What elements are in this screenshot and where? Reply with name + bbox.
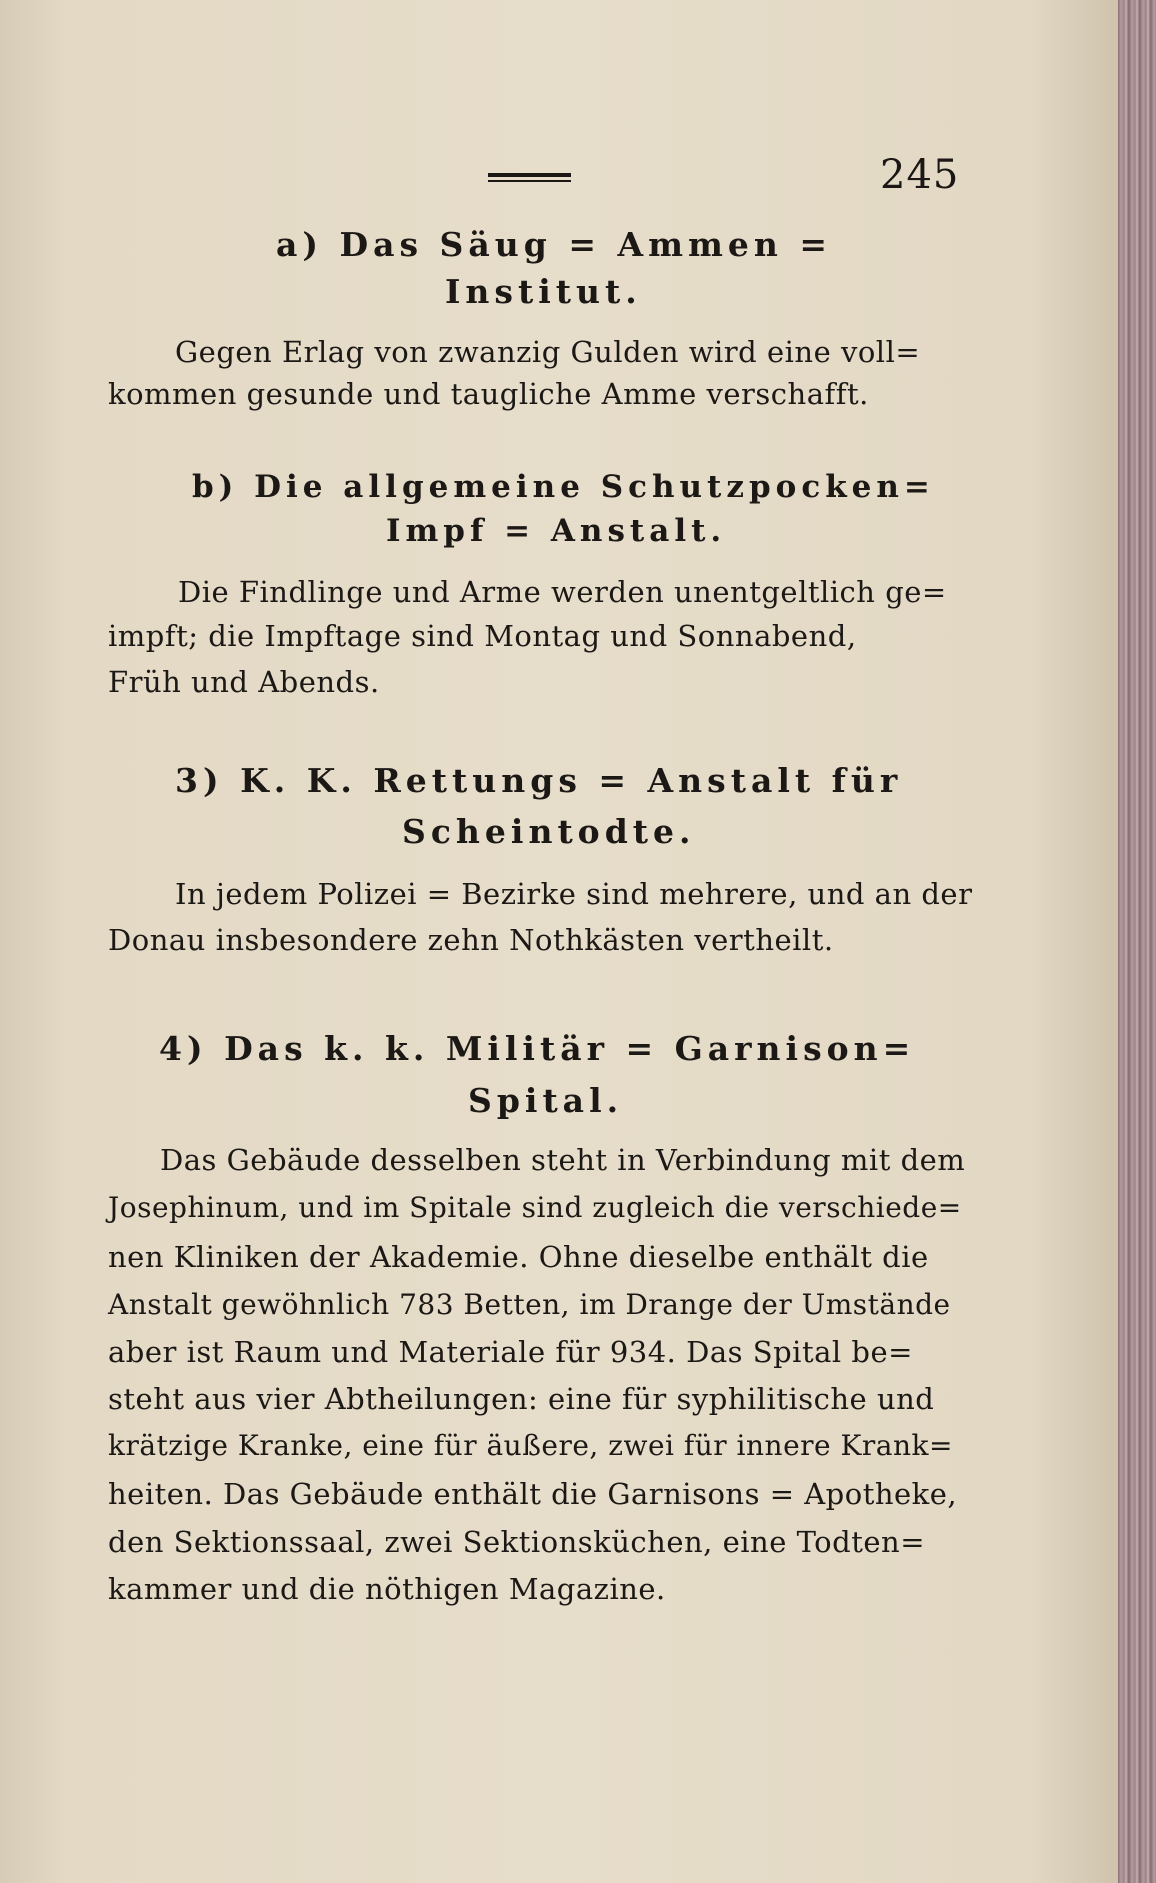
page-edge-stack <box>1118 0 1156 1883</box>
section-a-body-line-2: kommen gesunde und taugliche Amme verschafft. <box>108 377 869 411</box>
section-3-heading-line-1: 3) K. K. Rettungs = Anstalt für <box>175 761 903 800</box>
section-4-body-line-3: nen Kliniken der Akademie. Ohne dieselbe enthält die <box>108 1240 929 1274</box>
header-rule <box>488 173 571 182</box>
section-4-body-line-2: Josephinum, und im Spitale sind zugleich die verschiede= <box>108 1191 962 1224</box>
section-3-body-line-2: Donau insbesondere zehn Nothkästen vertheilt. <box>108 923 834 957</box>
section-4-body-line-5: aber ist Raum und Materiale für 934. Das Spital be= <box>108 1335 913 1369</box>
section-4-body-line-7: krätzige Kranke, eine für äußere, zwei für innere Krank= <box>108 1429 953 1462</box>
section-a-heading-line-2: Institut. <box>445 272 642 311</box>
section-a-heading-line-1: a) Das Säug = Ammen = <box>276 225 833 264</box>
section-4-heading-line-1: 4) Das k. k. Militär = Garnison= <box>159 1029 916 1068</box>
section-4-body-line-6: steht aus vier Abtheilungen: eine für syphilitische und <box>108 1382 935 1416</box>
section-4-body-line-10: kammer und die nöthigen Magazine. <box>108 1572 666 1606</box>
section-b-body-line-1: Die Findlinge und Arme werden unentgeltlich ge= <box>178 575 947 609</box>
section-a-body-line-1: Gegen Erlag von zwanzig Gulden wird eine voll= <box>175 335 921 369</box>
section-b-body-line-2: impft; die Impftage sind Montag und Sonnabend, <box>108 619 857 653</box>
section-b-heading-line-1: b) Die allgemeine Schutzpocken= <box>192 469 935 505</box>
section-3-heading-line-2: Scheintodte. <box>402 812 696 851</box>
section-4-heading-line-2: Spital. <box>468 1081 624 1120</box>
section-b-body-line-3: Früh und Abends. <box>108 665 380 699</box>
section-4-body-line-1: Das Gebäude desselben steht in Verbindung mit dem <box>160 1143 966 1177</box>
section-b-heading-line-2: Impf = Anstalt. <box>386 513 727 549</box>
section-4-body-line-4: Anstalt gewöhnlich 783 Betten, im Drange der Umstände <box>108 1288 951 1321</box>
section-4-body-line-8: heiten. Das Gebäude enthält die Garnisons = Apotheke, <box>108 1477 958 1511</box>
page-number: 245 <box>880 152 960 198</box>
section-3-body-line-1: In jedem Polizei = Bezirke sind mehrere, und an der <box>175 877 973 911</box>
section-4-body-line-9: den Sektionssaal, zwei Sektionsküchen, eine Todten= <box>108 1525 925 1559</box>
